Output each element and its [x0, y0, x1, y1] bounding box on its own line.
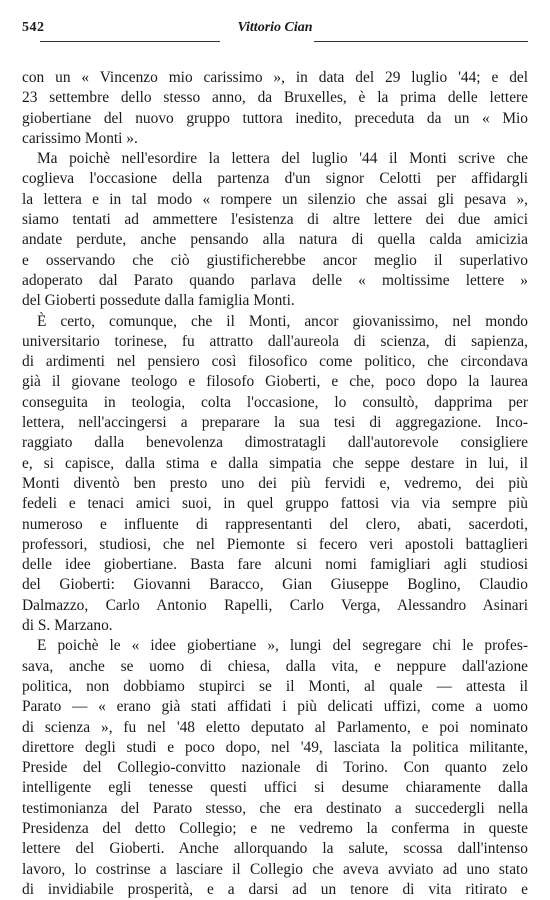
text-line: 23 settembre dello stesso anno, da Bruxelles, è la prima delle lettere [22, 89, 528, 107]
running-title: Vittorio Cian [237, 20, 313, 35]
text-line: di S. Marzano. [22, 617, 113, 635]
text-line: direttore degli studi e poco dopo, nel '49, lasciata la politica militante, [22, 738, 528, 756]
text-line: coglieva l'occasione della partenza d'un signor Celotti per affidargli [22, 170, 528, 188]
text-line: professori, studiosi, che nel Piemonte si fecero veri apostoli battaglieri [22, 535, 528, 553]
text-line: di ardimenti nel pensiero così filosofico come politico, che circondava [22, 353, 528, 371]
text-line: Dalmazzo, Carlo Antonio Rapelli, Carlo Verga, Alessandro Asinari [22, 596, 528, 614]
text-line: e osservando che ciò giustificherebbe ancor meglio il superlativo [22, 251, 528, 269]
header-rule-right [314, 41, 528, 42]
text-line: giobertiane del nuovo gruppo tuttora inedito, preceduta da un « Mio [22, 109, 528, 127]
text-line: siamo tentati ad ammettere l'esistenza di altre lettere dei due amici [22, 211, 528, 229]
text-line: la lettera e in tal modo « rompere un silenzio che assai gli pesava », [22, 190, 528, 208]
text-line: lavoro, lo costrinse a lasciare il Collegio che aveva avviato ad uno stato [22, 860, 528, 878]
text-line: Monti diventò ben presto uno dei più fervidi e, vedremo, dei più [22, 474, 528, 492]
text-line: È certo, comunque, che il Monti, ancor giovanissimo, nel mondo [37, 312, 528, 330]
text-line: raggiato dalla benevolenza dimostratagli dall'autorevole consigliere [22, 434, 528, 452]
text-line: Parato — « erano già stati affidati i più delicati uffizi, come a uomo [22, 698, 528, 716]
text-line: Preside del Collegio-convitto nazionale di Torino. Con quanto zelo [22, 759, 528, 777]
text-line: lettera, nell'accingersi a preparare la sua tesi di aggregazione. Inco- [22, 414, 528, 432]
text-line: carissimo Monti ». [22, 129, 138, 147]
page-number: 542 [22, 20, 45, 35]
text-line: e, si capisce, dalla stima e dalla simpatia che seppe destare in lui, il [22, 454, 528, 472]
text-line: testimonianza del Parato stesso, che era destinato a succedergli nella [22, 799, 528, 817]
text-line: del Gioberti: Giovanni Baracco, Gian Giuseppe Boglino, Claudio [22, 576, 528, 594]
text-line: con un « Vincenzo mio carissimo », in data del 29 luglio '44; e del [22, 69, 528, 86]
text-line: andate perdute, anche pensando alla natura di quella calda amicizia [22, 231, 528, 249]
text-line: universitario torinese, fu attratto dall'aureola di scienza, di sapienza, [22, 332, 528, 350]
text-line: Ma poichè nell'esordire la lettera del luglio '44 il Monti scrive che [37, 150, 528, 168]
text-line: adoperato dal Parato quando parlava delle « moltissime lettere » [22, 271, 528, 289]
text-line: lettere del Gioberti. Anche allorquando la salute, scossa dall'intenso [22, 840, 528, 858]
text-line: sava, anche se uomo di chiesa, dalla vita, e neppure dall'azione [22, 657, 528, 675]
text-line: delle idee giobertiane. Basta fare alcuni nomi famigliari agli studiosi [22, 556, 528, 574]
text-line: Presidenza del detto Collegio; e ne vedremo la conferma in queste [22, 819, 528, 837]
text-line: fedeli e tenaci amici suoi, in quel gruppo fattosi via via sempre più [22, 495, 528, 513]
text-line: di invidiabile prosperità, e a darsi ad un tenore di vita ritirato e [22, 880, 528, 898]
running-head [22, 20, 528, 38]
text-line: del Gioberti possedute dalla famiglia Monti. [22, 292, 295, 310]
header-rule-left [40, 41, 220, 42]
text-line: di scienza », fu nel '48 eletto deputato al Parlamento, e poi nominato [22, 718, 528, 736]
text-line: già il giovane teologo e filosofo Gioberti, e che, poco dopo la laurea [22, 373, 528, 391]
book-page [22, 20, 528, 898]
text-line: numeroso e influente di rappresentanti del clero, abati, sacerdoti, [22, 515, 528, 533]
text-line: E poichè le « idee giobertiane », lungi del segregare chi le profes- [37, 637, 528, 655]
text-line: intelligente egli tenesse questi uffici si desume chiaramente dalla [22, 779, 528, 797]
text-line: conseguita in teologia, colta l'occasione, lo consultò, dapprima per [22, 393, 528, 411]
body-text [22, 68, 528, 900]
text-line: politica, non dobbiamo stupirci se il Monti, al quale — attesta il [22, 677, 528, 695]
